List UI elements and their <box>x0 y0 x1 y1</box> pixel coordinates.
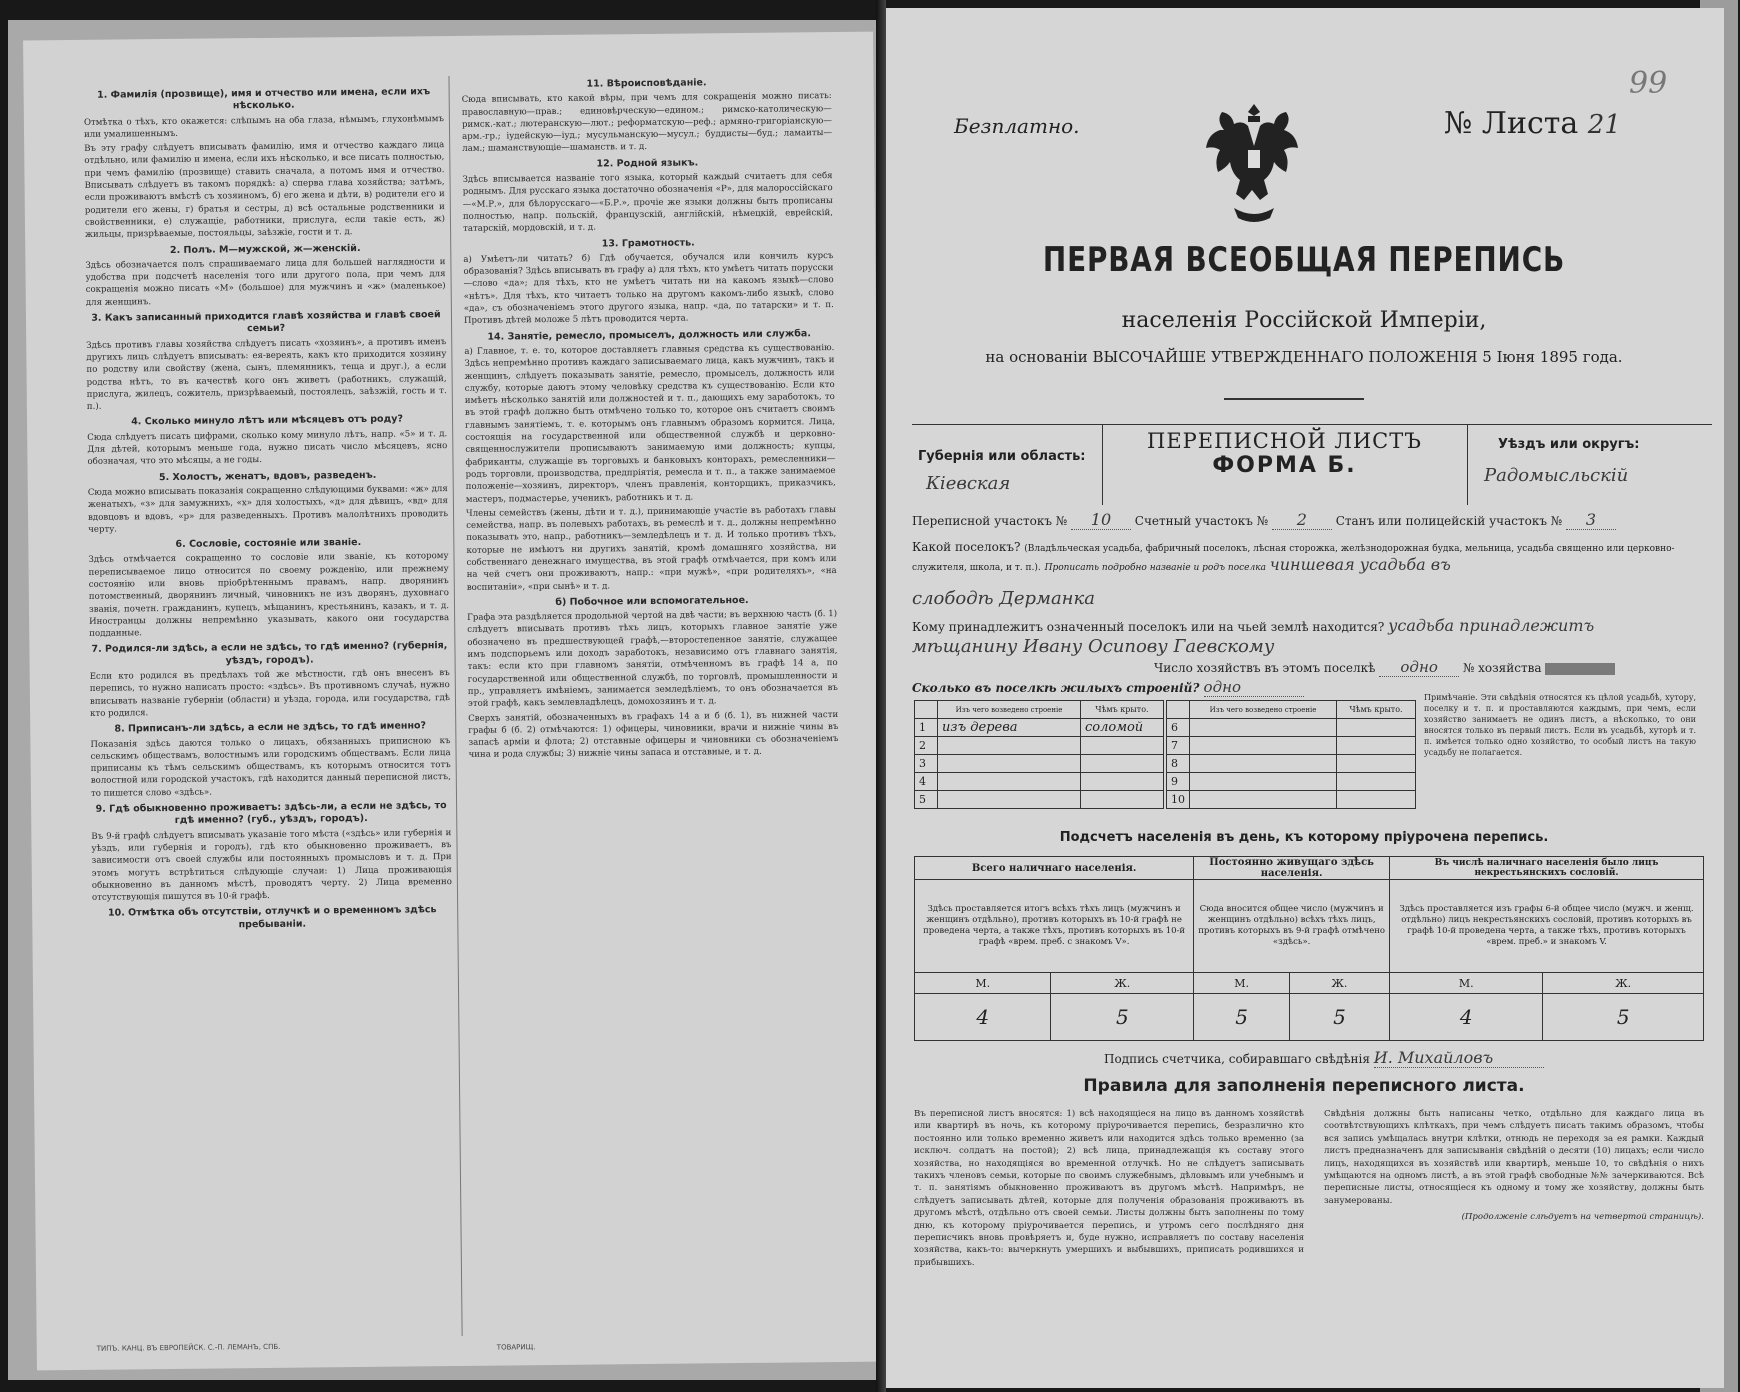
instruction-text: Сверхъ занятій, обозначенныхъ въ графахъ 14 а и б (б. 1), въ нижней части графы б (б. 2) отмѣчаются: 1) офицеры, чиновники, врачи и нижніе чины въ запасѣ арміи и флота; 2) отставные офицеры и чиновники съ обозначеніемъ чина и рода службы; 3) нижніе чины запаса и отставные, и т. д. <box>468 709 839 761</box>
buildings-table-right <box>1166 700 1416 809</box>
precinct-line <box>912 510 1616 530</box>
province-value: Кіевская <box>926 473 1011 494</box>
instruction-text: Если кто родился въ предѣлахъ той же мѣстности, гдѣ онъ внесенъ въ перепись, то нужно написать просто: «здѣсь». Въ противномъ случаѣ, нужно вписывать названіе губерніи (области) и уѣзда, города, или государства, гдѣ кто родился. <box>89 668 451 719</box>
stan-value: 3 <box>1566 510 1616 530</box>
double-headed-eagle-emblem <box>1204 100 1304 230</box>
instruction-text: Отмѣтка о тѣхъ, кто окажется: слѣпымъ на оба глаза, нѣмымъ, глухонѣмымъ или умалишеннымъ. <box>83 113 444 140</box>
buildings-label: Сколько въ поселкѣ жилыхъ строеній? <box>912 681 1200 695</box>
handwritten-page-number: 99 <box>1629 66 1668 101</box>
non-peasant-text: Здѣсь проставляется изъ графы 6-й общее число (мужч. и женщ. отдѣльно) лицъ некрестьянскихъ сословій, противъ которыхъ въ графѣ 10-й проведена черта, а также тѣхъ, противъ которыхъ «врем. преб.» и знакомъ V. <box>1390 880 1704 973</box>
list-number <box>1444 106 1621 141</box>
free-label: Безплатно. <box>954 114 1080 138</box>
instructions-column-2 <box>461 72 838 764</box>
building-cell: 4 <box>915 773 938 791</box>
male-header: М. <box>1390 973 1543 994</box>
instruction-text: Сюда слѣдуетъ писать цифрами, сколько кому минуло лѣтъ, напр. «5» и т. д. Для дѣтей, которымъ меньше года, нужно писать число мѣсяцевъ, ясно обозначая, что это мѣсяцы, а не годы. <box>87 428 448 468</box>
district-value: Радомысльскій <box>1484 465 1629 486</box>
building-row <box>1167 755 1416 773</box>
count-precinct-label: Счетный участокъ № <box>1134 514 1269 528</box>
building-cell <box>938 737 1081 755</box>
instruction-heading: 12. Родной языкъ. <box>596 157 699 170</box>
signature-value: И. Михайловъ <box>1374 1048 1544 1068</box>
building-row <box>1167 737 1416 755</box>
building-row <box>1167 773 1416 791</box>
instruction-heading: 6. Сословіе, состояніе или званіе. <box>175 537 362 551</box>
building-cell <box>1080 755 1163 773</box>
building-cell: 8 <box>1167 755 1190 773</box>
form-type-line1: ПЕРЕПИСНОЙ ЛИСТЪ <box>1147 429 1422 453</box>
buildings-roof-header-2: Чѣмъ крыто. <box>1337 701 1416 719</box>
settlement-label: Какой поселокъ? <box>912 540 1021 554</box>
instruction-text: Въ 9-й графѣ слѣдуетъ вписывать указаніе того мѣста («здѣсь» или губернія и уѣздъ, или губернія и городъ), гдѣ кто обыкновенно проживаетъ, въ зависимости отъ своей службы или постоянныхъ промысловъ и т. д. При этомъ могутъ встрѣтиться слѣдующіе случаи: 1) Лица проживающія обыкновенно въ данномъ мѣстѣ, проводятъ черту. 2) Лица временно отсутствующія пишутся въ 10-й графѣ. <box>91 827 452 903</box>
form-type-line2: ФОРМА Б. <box>1212 453 1357 478</box>
form-title: ПЕРВАЯ ВСЕОБЩАЯ ПЕРЕПИСЬ <box>1042 240 1566 280</box>
title-divider <box>1224 398 1364 400</box>
footer-stamp: ТОВАРИЩ. <box>496 1343 536 1352</box>
households-line <box>1154 658 1615 677</box>
instruction-heading: 3. Какъ записанный приходится главѣ хозяйства и главѣ своей семьи? <box>91 309 441 335</box>
stan-label: Станъ или полицейскій участокъ № <box>1335 514 1563 528</box>
rules-left-column: Въ переписной листъ вносятся: 1) всѣ находящіеся на лицо въ данномъ хозяйствѣ или квартирѣ въ ночь, къ которому пріурочивается перепись, безразлично кто постоянно или только временно живетъ или находится здѣсь только временно (за исключ. солдатъ на постой); 2) всѣ лица, принадлежащія къ составу этого хозяйства, но находящіяся во временной отлучкѣ. Но не слѣдуетъ записывать такихъ членовъ семьи, которые по своимъ служебнымъ, дѣловымъ или учебнымъ и т. п. занятіямъ обыкновенно проживаютъ въ другомъ мѣстѣ. Напримѣръ, не слѣдуетъ записывать дѣтей, которые для полученія образованія проживаютъ въ другомъ мѣстѣ, отдѣльно отъ своей семьи. Листы должны быть заполнены по тому дню, къ которому пріурочивается перепись, и утромъ сего послѣдняго дня переписчикъ вновь провѣряетъ и, буде нужно, исправляетъ по составу населенія хозяйства, какъ-то: вычеркнуть умершихъ и выбывшихъ, приписать родившихся и прибывшихъ. <box>914 1109 1304 1268</box>
instruction-text: Здѣсь противъ главы хозяйства слѣдуетъ писать «хозяинъ», а противъ именъ другихъ лицъ слѣдуетъ вписывать: ея-вереять, какъ кто приходится хозяину по родству или свойству (жена, сынъ, племянникъ, теща и друг.), а если родства нѣтъ, то въ качествѣ кого онъ живетъ (работникъ, служащій, прислуга, жилецъ, сожитель, призрѣваемый, постоялецъ, заѣзжій, гость и т. п.). <box>86 336 447 412</box>
total-population-text: Здѣсь проставляется итогъ всѣхъ тѣхъ лицъ (мужчинъ и женщинъ отдѣльно), противъ которыхъ въ 10-й графѣ не проведена черта, а также тѣхъ, противъ которыхъ въ 10-й графѣ «врем. преб. с знакомъ V». <box>915 880 1194 973</box>
building-cell <box>938 755 1081 773</box>
building-row <box>1167 791 1416 809</box>
instruction-text: Здѣсь вписывается названіе того языка, который каждый считаетъ для себя роднымъ. Для русскаго языка достаточно обозначенія «Р», для малороссійскаго—«М.Р.», для бѣлорусскаго—«Б.Р.», прочіе же языки должны быть прописаны полностью, напр. польскій, французскій, англійскій, нѣмецкій, еврейскій, татарскій, мордовскій, и т. д. <box>462 171 833 235</box>
instruction-heading: 14. Занятіе, ремесло, промыселъ, должность или служба. <box>487 327 811 343</box>
population-count-cell: 5 <box>1289 994 1389 1041</box>
instructions-page <box>23 32 887 1371</box>
population-count-cell: 4 <box>915 994 1051 1041</box>
instruction-heading: 2. Полъ. М—мужской, ж—женскій. <box>169 242 361 256</box>
rules-title: Правила для заполненія переписного листа. <box>1083 1076 1525 1096</box>
instruction-text: Члены семействъ (жены, дѣти и т. д.), принимающіе участіе въ работахъ главы семейства, напр. въ полевыхъ работахъ, въ ремеслѣ и т. д., должны непремѣнно показывать это, напр., работникъ—земледѣлецъ и т. д. И только противъ тѣхъ, которые не имѣютъ ни другихъ занятій, кромѣ домашняго хозяйства, ни собственнаго денежнаго имущества, въ этой графѣ отмѣчается, при комъ или на чей счетъ они проживаютъ, напр.: «при мужѣ», «при родителяхъ», «на воспитаніи», «при сынѣ» и т. д. <box>465 504 837 593</box>
buildings-material-header: Изъ чего возведено строеніе <box>938 701 1081 719</box>
signature-label: Подпись счетчика, собиравшаго свѣдѣнія <box>1104 1052 1370 1066</box>
population-count-title: Подсчетъ населенія въ день, къ которому пріурочена перепись. <box>1059 830 1549 845</box>
female-header: Ж. <box>1543 973 1704 994</box>
female-header: Ж. <box>1051 973 1194 994</box>
owner-value-2: мѣщанину Ивану Осипову Гаевскому <box>912 636 1275 657</box>
male-header: М. <box>1194 973 1290 994</box>
list-number-label: № Листа <box>1444 106 1579 141</box>
owner-value-1: усадьба принадлежитъ <box>1388 616 1595 635</box>
population-count-cell: 4 <box>1390 994 1543 1041</box>
instruction-text: Сюда можно вписывать показанія сокращенно слѣдующими буквами: «ж» для женатыхъ, «з» для замужнихъ, «х» для холостыхъ, «д» для дѣвицъ, «вд» для вдовцовъ и вдовъ, «р» для разведенныхъ. Противъ малолѣтнихъ проводить черту. <box>87 483 449 535</box>
building-cell <box>938 791 1081 809</box>
buildings-note: Примѣчаніе. Эти свѣдѣнія относятся къ цѣлой усадьбѣ, хутору, поселку и т. п. и проставляются каждымъ, при чемъ, если хозяйство занимаетъ не одинъ листъ, а нѣсколько, то они вносятся только въ первый листъ. Если въ усадьбѣ, хуторѣ и т. п. имѣется только одно хозяйство, то особый листъ на такую усадьбу не полагается. <box>1424 693 1696 757</box>
form-legal-basis: на основаніи ВЫСОЧАЙШЕ УТВЕРЖДЕННАГО ПОЛОЖЕНІЯ 5 Іюня 1895 года. <box>985 348 1623 366</box>
redacted-household-number <box>1545 663 1615 675</box>
population-count-table <box>914 856 1704 1041</box>
building-cell <box>938 773 1081 791</box>
list-number-value: 21 <box>1587 110 1621 140</box>
household-number-label: № хозяйства <box>1462 661 1542 675</box>
instruction-heading: 9. Гдѣ обыкновенно проживаетъ: здѣсь-ли, а если не здѣсь, то гдѣ именно? (губ., уѣздъ, городъ). <box>95 800 447 827</box>
instruction-heading: 5. Холостъ, женатъ, вдовъ, разведенъ. <box>158 469 377 483</box>
building-cell: 7 <box>1167 737 1190 755</box>
district-label: Уѣздъ или округъ: <box>1498 437 1640 452</box>
instruction-heading: 13. Грамотность. <box>601 237 695 250</box>
building-row <box>915 773 1164 791</box>
header-boxes <box>912 424 1712 505</box>
non-peasant-header: Въ числѣ наличнаго населенія было лицъ некрестьянскихъ сословій. <box>1390 857 1704 880</box>
settlement-value-2: слободѣ Дерманка <box>912 588 1096 609</box>
building-row <box>1167 719 1416 737</box>
buildings-line <box>912 678 1304 697</box>
buildings-roof-header: Чѣмъ крыто. <box>1080 701 1163 719</box>
form-subtitle: населенія Россійской Имперіи, <box>1121 308 1487 333</box>
building-cell: 3 <box>915 755 938 773</box>
building-cell: 5 <box>915 791 938 809</box>
building-row <box>915 755 1164 773</box>
building-cell <box>1080 791 1163 809</box>
instruction-heading: 10. Отмѣтка объ отсутствіи, отлучкѣ и о временномъ здѣсь пребываніи. <box>107 904 437 930</box>
building-cell: изъ дерева <box>938 719 1081 737</box>
precinct-label: Переписной участокъ № <box>912 514 1068 528</box>
households-label: Число хозяйствъ въ этомъ поселкѣ <box>1154 661 1376 675</box>
owner-line <box>912 616 1594 635</box>
building-cell: 2 <box>915 737 938 755</box>
building-cell: соломой <box>1080 719 1163 737</box>
instruction-text: Въ эту графу слѣдуетъ вписывать фамилію, имя и отчество каждаго лица отдѣльно, или фамилію и имена, если ихъ нѣсколько, и все писать полностью, при чемъ фамилію (прозвище) ставить сначала, а потомъ имя и отчество. Вписывать слѣдуетъ въ такомъ порядкѣ: а) сперва глава хозяйства; затѣмъ, если проживаютъ вмѣстѣ съ хозяиномъ, б) его жена и дѣти, в) родители его и родители его жены, г) братья и сестры, д) всѣ остальные родственники и свойственники, е) служащіе, работники, прислуга, если такіе есть, ж) жильцы, призрѣваемые, постояльцы, заѣзжіе, гости и т. д. <box>84 140 446 241</box>
rules-continuation: (Продолженіе слѣдуетъ на четвертой страницѣ). <box>1461 1212 1704 1223</box>
population-count-cell: 5 <box>1194 994 1290 1041</box>
signature-line <box>1104 1048 1544 1068</box>
instruction-text: Графа эта раздѣляется продольной чертой на двѣ части; въ верхнюю часть (б. 1) слѣдуетъ вписывать противъ тѣхъ лицъ, которыхъ главное занятіе уже обозначено въ предшествующей графѣ,—второстепенное занятіе, служащее имъ подспорьемъ или доходъ заработокъ, независимо отъ главнаго занятія, такъ: если кто при главномъ занятіи, отмѣченномъ въ графѣ 14 а, по государственной или общественной службѣ, по торговлѣ, промышленности и пр., управляетъ имѣніемъ, занимается земледѣліемъ, то онъ обозначается въ этой графѣ, какъ землевладѣлецъ, домохозяинъ и т. д. <box>467 609 838 710</box>
building-cell: 10 <box>1167 791 1190 809</box>
count-precinct-value: 2 <box>1272 510 1332 530</box>
resident-population-text: Сюда вносится общее число (мужчинъ и женщинъ отдѣльно) всѣхъ тѣхъ лицъ, противъ которыхъ въ 9-й графѣ отмѣчено «здѣсь». <box>1194 880 1390 973</box>
male-header: М. <box>915 973 1051 994</box>
settlement-hint-2: Прописать подробно названіе и родъ поселка <box>1044 563 1266 573</box>
rules-right-column <box>1324 1108 1704 1224</box>
instruction-text: а) Главное, т. е. то, которое доставляетъ главныя средства къ существованію. Здѣсь непремѣнно противъ каждаго записываемаго лица, какъ мужчинъ, такъ и женщинъ, слѣдуетъ показывать занятіе, ремесло, промыселъ, должность или службу, которые даютъ этому человѣку средства къ существованію. Если кто имѣетъ нѣсколько занятій или должностей и т. п., дающихъ ему заработокъ, то въ этой графѣ должно быть отмѣчено только то, которое онъ считаетъ своимъ главнымъ занятіемъ, т. е. которымъ онъ главнымъ образомъ кормится. Лица, состоящія на государственной или общественной службѣ и церковно-священнослужители прописываютъ занимаемую ими должность; купцы, фабриканты, служащіе въ торговыхъ и банковыхъ конторахъ, ремесленники—родъ торговли, производства, предпріятія, ремесла и т. п., а также занимаемое положеніе—хозяинъ, директоръ, членъ правленія, конторщикъ, приказчикъ, мастеръ, подмастерье, ученикъ, работникъ и т. д. <box>464 342 836 505</box>
census-form-page <box>884 8 1724 1388</box>
precinct-value: 10 <box>1071 510 1131 530</box>
column-divider <box>448 76 462 1336</box>
building-row <box>915 719 1164 737</box>
instruction-heading: 7. Родился-ли здѣсь, а если не здѣсь, то гдѣ именно? (губернія, уѣздъ, городъ). <box>91 640 448 667</box>
buildings-value: одно <box>1204 678 1304 697</box>
instruction-text: Здѣсь обозначается полъ спрашиваемаго лица для большей наглядности и удобства при подсчетѣ населенія того или другого пола, при чемъ для сокращенія можно писать «М» (большое) для мужчинъ и «ж» (маленькое) для женщинъ. <box>85 256 446 308</box>
buildings-material-header-2: Изъ чего возведено строеніе <box>1190 701 1337 719</box>
book-gutter <box>876 0 886 1392</box>
total-population-header: Всего наличнаго населенія. <box>915 857 1194 880</box>
building-cell <box>1080 737 1163 755</box>
building-row <box>915 791 1164 809</box>
instructions-column-1 <box>84 82 453 935</box>
building-cell <box>1080 773 1163 791</box>
settlement-hint: (Владѣльческая усадьба, фабричный поселокъ, лѣсная сторожка, желѣзнодорожная будка, мельница, усадьба священно или церковно-служителя, школа, и т. п.). <box>912 544 1675 573</box>
buildings-table-left <box>914 700 1164 809</box>
households-value: одно <box>1379 658 1459 677</box>
building-cell: 9 <box>1167 773 1190 791</box>
building-row <box>915 737 1164 755</box>
instruction-text: Здѣсь отмѣчается сокращенно то сословіе или званіе, къ которому переписываемое лицо относится по своему рожденію, или прежнему состоянію или вновь пріобрѣтеннымъ правамъ, напр. дворянинъ потомственный, дворянинъ личный, чиновникъ не изъ дворянъ, духовнаго званія, почетн. гражданинъ, купецъ, мѣщанинъ, крестьянинъ, казакъ, и т. д. Иностранцы должны непремѣнно указывать, какого они государства подданные. <box>88 551 450 639</box>
district-box <box>1467 425 1713 505</box>
building-cell: 1 <box>915 719 938 737</box>
instruction-heading: 1. Фамилія (прозвище), имя и отчество или имена, если ихъ нѣсколько. <box>97 86 431 112</box>
instruction-heading: 4. Сколько минуло лѣтъ или мѣсяцевъ отъ роду? <box>131 413 403 428</box>
instruction-text: а) Умѣетъ-ли читать? б) Гдѣ обучается, обучался или кончилъ курсъ образованія? Здѣсь вписывать въ графу а) для тѣхъ, кто умѣетъ читать порусски—слово «да»; для тѣхъ, кто не умѣетъ читать ни на какомъ языкѣ—слово «нѣтъ». Для тѣхъ, кто читаетъ только на другомъ какомъ-либо языкѣ, слово «да», съ обозначеніемъ этого другого языка, напр. «да, по татарски» и т. п. Противъ дѣтей моложе 5 лѣтъ проводится черта. <box>463 250 834 327</box>
instruction-text: Сюда вписывать, кто какой вѣры, при чемъ для сокращенія можно писать: православную—прав.; единовѣрческую—едином.; римско-католическую—римск.-кат.; лютеранскую—лют.; реформатскую—реф.; армяно-григоріанскую—арм.-гр.; іудейскую—іуд.; мусульманскую—мусул.; буддисты—буд.; ламаиты—лам.; шаманствующіе—шаманств. и т. д. <box>461 91 833 155</box>
settlement-line <box>912 540 1702 576</box>
population-count-cell: 5 <box>1051 994 1194 1041</box>
instruction-heading: б) Побочное или вспомогательное. <box>555 594 749 608</box>
resident-population-header: Постоянно живущаго здѣсь населенія. <box>1194 857 1390 880</box>
population-count-cell: 5 <box>1543 994 1704 1041</box>
rules-right-text: Свѣдѣнія должны быть написаны четко, отдѣльно для каждаго лица въ соотвѣтствующихъ клѣткахъ, при чемъ слѣдуетъ писать такимъ образомъ, чтобы вся запись умѣщалась внутри клѣтки, отнюдь не переходя за ея рамки. Каждый листъ предназначенъ для записыванія свѣдѣній о десяти (10) лицахъ; если число лицъ, находящихся въ хозяйствѣ или квартирѣ, меньше 10, то свѣдѣнія о нихъ умѣщаются на одномъ листѣ, а въ этой графѣ свободные №№ зачеркиваются. Всѣ переписные листы, относящіеся къ одному и тому же хозяйству, должны быть занумерованы. <box>1324 1109 1704 1206</box>
female-header: Ж. <box>1289 973 1389 994</box>
instruction-heading: 11. Вѣроисповѣданіе. <box>586 77 707 90</box>
form-type <box>1102 425 1467 478</box>
province-box <box>912 425 1103 505</box>
building-cell: 6 <box>1167 719 1190 737</box>
instruction-heading: 8. Приписанъ-ли здѣсь, а если не здѣсь, то гдѣ именно? <box>114 720 427 735</box>
printer-footer: ТИПЪ. КАНЦ. ВЪ ЕВРОПЕЙСК. С.-П. ЛЕМАНЪ, СПБ. <box>96 1342 281 1353</box>
settlement-value-1: чиншевая усадьба въ <box>1269 555 1451 574</box>
instruction-text: Показанія здѣсь даются только о лицахъ, обязанныхъ приписною къ сельскимъ обществамъ, волостнымъ или городскимъ обществамъ. Если лица приписаны къ тѣмъ сельскимъ обществамъ, къ которымъ относится тотъ волостной или городской участокъ, гдѣ находится данный переписной листъ, то пишется слово «здѣсь». <box>90 735 451 799</box>
owner-label: Кому принадлежитъ означенный поселокъ или на чьей землѣ находится? <box>912 620 1385 634</box>
province-label: Губернія или область: <box>918 449 1086 464</box>
